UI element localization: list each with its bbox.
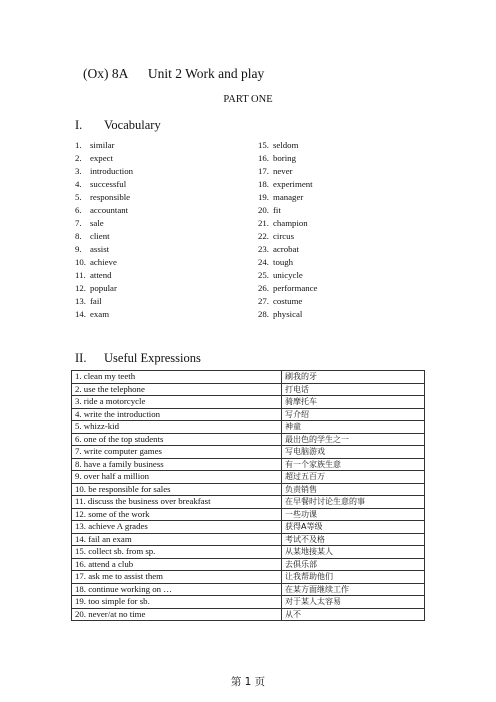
expression-english: 9. over half a million	[72, 471, 282, 484]
vocab-item	[75, 295, 133, 308]
vocab-item	[258, 308, 317, 321]
vocab-word: introduction	[90, 166, 134, 176]
expression-english: 1. clean my teeth	[72, 371, 282, 384]
vocab-word: acrobat	[273, 244, 299, 254]
expression-chinese: 在某方面继续工作	[282, 583, 425, 596]
expression-english: 14. fail an exam	[72, 533, 282, 546]
vocab-number: 15.	[258, 140, 269, 150]
table-row	[72, 521, 425, 534]
vocab-number: 7.	[75, 218, 82, 228]
vocab-word: responsible	[90, 192, 131, 202]
expression-english: 16. attend a club	[72, 558, 282, 571]
vocab-item	[75, 308, 133, 321]
vocab-word: circus	[273, 231, 295, 241]
vocab-word: client	[90, 231, 110, 241]
vocab-number: 5.	[75, 192, 82, 202]
expression-english: 10. be responsible for sales	[72, 483, 282, 496]
vocab-word: costume	[273, 296, 303, 306]
table-row	[72, 483, 425, 496]
vocab-word: seldom	[273, 140, 299, 150]
table-row	[72, 458, 425, 471]
table-row	[72, 471, 425, 484]
vocab-word: sale	[90, 218, 104, 228]
table-row	[72, 496, 425, 509]
vocab-number: 26.	[258, 283, 269, 293]
vocab-number: 6.	[75, 205, 82, 215]
expression-chinese: 对于某人太容易	[282, 596, 425, 609]
expression-chinese: 一些功课	[282, 508, 425, 521]
table-row	[72, 546, 425, 559]
vocab-word: tough	[273, 257, 294, 267]
vocab-number: 16.	[258, 153, 269, 163]
vocab-number: 23.	[258, 244, 269, 254]
table-row	[72, 383, 425, 396]
vocab-item	[75, 152, 133, 165]
table-row	[72, 571, 425, 584]
vocab-item	[258, 139, 317, 152]
section-label: Useful Expressions	[104, 351, 201, 365]
expression-chinese: 在早餐时讨论生意的事	[282, 496, 425, 509]
vocab-number: 22.	[258, 231, 269, 241]
vocab-item	[75, 165, 133, 178]
vocab-number: 19.	[258, 192, 269, 202]
vocab-word: expect	[90, 153, 113, 163]
vocab-word: fit	[273, 205, 281, 215]
vocab-word: performance	[273, 283, 318, 293]
table-row	[72, 396, 425, 409]
vocab-item	[258, 256, 317, 269]
vocab-item	[75, 204, 133, 217]
vocab-number: 9.	[75, 244, 82, 254]
vocab-item	[258, 269, 317, 282]
table-row	[72, 558, 425, 571]
expression-english: 3. ride a motorcycle	[72, 396, 282, 409]
expression-chinese: 最出色的学生之一	[282, 433, 425, 446]
expression-chinese: 骑摩托车	[282, 396, 425, 409]
expression-chinese: 获得A等级	[282, 521, 425, 534]
table-row	[72, 433, 425, 446]
expression-english: 17. ask me to assist them	[72, 571, 282, 584]
vocab-item	[258, 204, 317, 217]
table-row	[72, 408, 425, 421]
vocab-item	[75, 256, 133, 269]
vocab-word: attend	[90, 270, 112, 280]
vocab-item	[258, 243, 317, 256]
vocab-number: 18.	[258, 179, 269, 189]
expression-chinese: 让我帮助他们	[282, 571, 425, 584]
vocab-item	[75, 191, 133, 204]
vocab-number: 11.	[75, 270, 86, 280]
expression-english: 7. write computer games	[72, 446, 282, 459]
vocab-number: 14.	[75, 309, 86, 319]
expression-chinese: 超过五百万	[282, 471, 425, 484]
page-title: (Ox) 8A Unit 2 Work and play	[83, 66, 265, 81]
vocab-item	[258, 217, 317, 230]
table-row	[72, 371, 425, 384]
expression-chinese: 去俱乐部	[282, 558, 425, 571]
expression-english: 5. whizz-kid	[72, 421, 282, 434]
vocab-item	[75, 178, 133, 191]
expression-english: 13. achieve A grades	[72, 521, 282, 534]
vocab-word: achieve	[90, 257, 117, 267]
table-row	[72, 533, 425, 546]
expression-english: 15. collect sb. from sp.	[72, 546, 282, 559]
vocab-number: 20.	[258, 205, 269, 215]
expression-chinese: 写介绍	[282, 408, 425, 421]
section-number: I.	[75, 118, 83, 132]
vocab-number: 2.	[75, 153, 82, 163]
vocab-number: 10.	[75, 257, 86, 267]
expression-english: 4. write the introduction	[72, 408, 282, 421]
vocab-word: boring	[273, 153, 296, 163]
vocab-word: successful	[90, 179, 127, 189]
expression-chinese: 打电话	[282, 383, 425, 396]
section-label: Vocabulary	[104, 118, 161, 132]
expression-english: 2. use the telephone	[72, 383, 282, 396]
vocab-word: manager	[273, 192, 304, 202]
page-number: 第 1 页	[230, 676, 266, 688]
table-row	[72, 608, 425, 621]
expression-english: 19. too simple for sb.	[72, 596, 282, 609]
vocab-number: 21.	[258, 218, 269, 228]
table-row	[72, 421, 425, 434]
vocab-item	[258, 178, 317, 191]
vocab-word: champion	[273, 218, 308, 228]
table-row	[72, 508, 425, 521]
expression-chinese: 从不	[282, 608, 425, 621]
expression-english: 18. continue working on …	[72, 583, 282, 596]
vocab-word: fail	[90, 296, 102, 306]
vocab-item	[75, 269, 133, 282]
vocab-item	[75, 139, 133, 152]
vocab-word: exam	[90, 309, 110, 319]
vocab-item	[75, 243, 133, 256]
expression-english: 12. some of the work	[72, 508, 282, 521]
expression-chinese: 从某地接某人	[282, 546, 425, 559]
vocab-number: 28.	[258, 309, 269, 319]
vocab-word: unicycle	[273, 270, 303, 280]
vocab-number: 24.	[258, 257, 269, 267]
vocab-item	[75, 282, 133, 295]
vocab-list-right	[258, 139, 317, 321]
expression-english: 6. one of the top students	[72, 433, 282, 446]
expression-chinese: 有一个家族生意	[282, 458, 425, 471]
expressions-table	[71, 370, 425, 621]
vocab-number: 13.	[75, 296, 86, 306]
vocab-number: 27.	[258, 296, 269, 306]
expression-chinese: 神童	[282, 421, 425, 434]
expression-english: 8. have a family business	[72, 458, 282, 471]
vocab-word: physical	[273, 309, 303, 319]
vocab-number: 25.	[258, 270, 269, 280]
vocab-number: 17.	[258, 166, 269, 176]
vocab-item	[258, 295, 317, 308]
expression-chinese: 写电脑游戏	[282, 446, 425, 459]
vocab-item	[258, 152, 317, 165]
part-heading: PART ONE	[223, 94, 273, 105]
vocab-item	[258, 165, 317, 178]
table-row	[72, 583, 425, 596]
vocab-word: assist	[90, 244, 110, 254]
table-row	[72, 446, 425, 459]
vocab-number: 12.	[75, 283, 86, 293]
expression-english: 20. never/at no time	[72, 608, 282, 621]
expression-chinese: 刷我的牙	[282, 371, 425, 384]
vocab-number: 3.	[75, 166, 82, 176]
vocab-number: 8.	[75, 231, 82, 241]
vocab-number: 1.	[75, 140, 82, 150]
vocab-word: popular	[90, 283, 117, 293]
vocab-item	[75, 217, 133, 230]
vocab-item	[258, 230, 317, 243]
expression-english: 11. discuss the business over breakfast	[72, 496, 282, 509]
vocab-number: 4.	[75, 179, 82, 189]
vocab-item	[258, 191, 317, 204]
vocab-word: accountant	[90, 205, 129, 215]
table-row	[72, 596, 425, 609]
vocab-word: similar	[90, 140, 115, 150]
vocab-item	[258, 282, 317, 295]
vocab-item	[75, 230, 133, 243]
vocab-word: experiment	[273, 179, 313, 189]
vocab-list-left	[75, 139, 133, 321]
expression-chinese: 负责销售	[282, 483, 425, 496]
vocab-word: never	[273, 166, 293, 176]
section-number: II.	[75, 351, 87, 365]
expression-chinese: 考试不及格	[282, 533, 425, 546]
